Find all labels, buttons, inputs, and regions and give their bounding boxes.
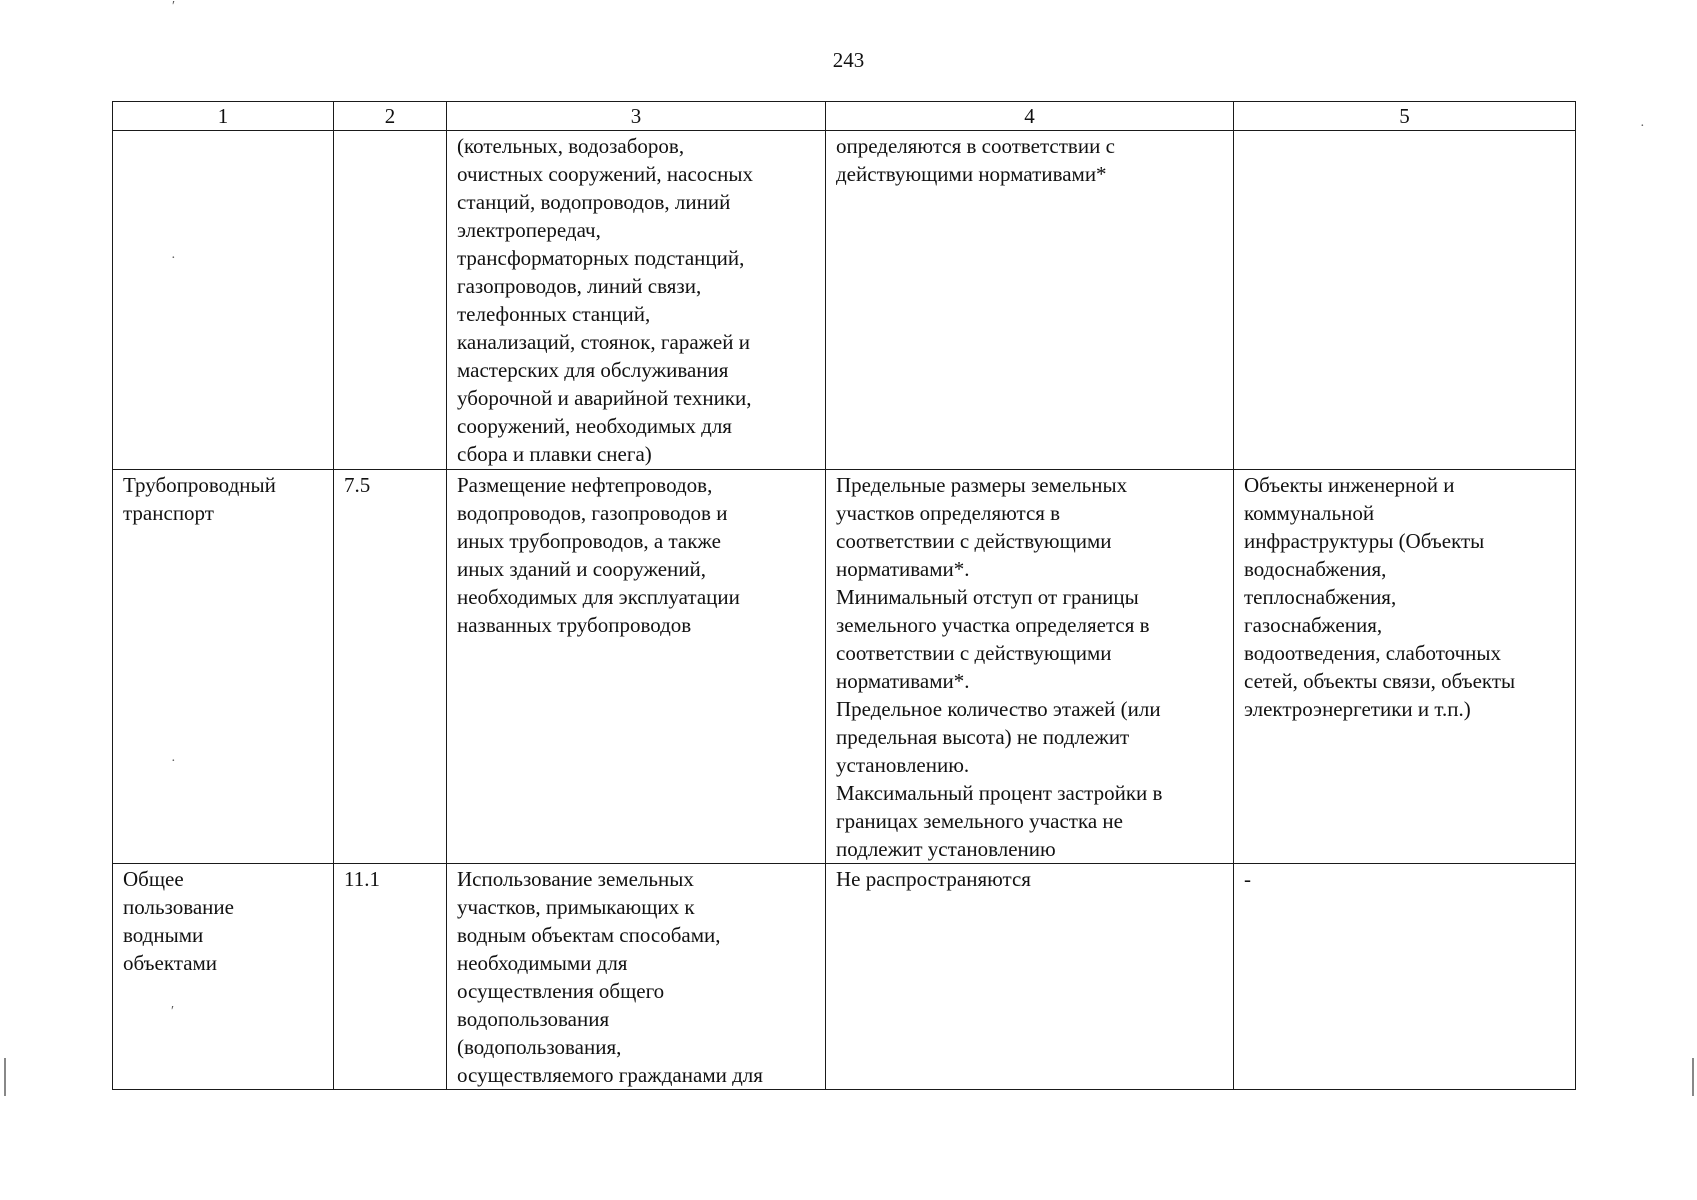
column-header-2: 2	[334, 102, 447, 131]
column-header-3: 3	[447, 102, 826, 131]
scan-edge-mark	[1692, 1058, 1694, 1096]
land-use-description-cell: (котельных, водозаборов, очистных сооружений, насосных станций, водопроводов, линий электропередач, трансформаторных подстанций, газопроводов, линий связи, телефонных станций, канализаций, стоянок, гаражей и мастерских для обслуживания уборочной и аварийной техники, сооружений, необходимых для сбора и плавки снега)	[447, 131, 826, 470]
table-row	[113, 470, 1576, 864]
land-use-objects-cell: Объекты инженерной и коммунальной инфраструктуры (Объекты водоснабжения, теплоснабжения, газоснабжения, водоотведения, слаботочных сетей, объекты связи, объекты электроэнергетики и т.п.)	[1234, 470, 1576, 864]
page-number: 243	[832, 48, 865, 72]
land-use-name-cell: Трубопроводный транспорт	[113, 470, 334, 864]
land-use-objects-cell: -	[1234, 864, 1576, 1090]
land-use-description-cell: Размещение нефтепроводов, водопроводов, газопроводов и иных трубопроводов, а также иных зданий и сооружений, необходимых для эксплуатации названных трубопроводов	[447, 470, 826, 864]
table-row	[113, 864, 1576, 1090]
column-header-1: 1	[113, 102, 334, 131]
land-use-name-cell: Общее пользование водными объектами	[113, 864, 334, 1090]
land-use-parameters-cell: определяются в соответствии с действующими нормативами*	[826, 131, 1234, 470]
land-use-name-cell	[113, 131, 334, 470]
scan-speck: ′	[172, 0, 176, 14]
scan-speck: ·	[1640, 119, 1645, 134]
table-row	[113, 131, 1576, 470]
land-use-code-cell	[334, 131, 447, 470]
table-header-row	[113, 102, 1576, 131]
land-use-parameters-cell: Предельные размеры земельных участков определяются в соответствии с действующими нормативами*. Минимальный отступ от границы земельного участка определяется в соответствии с действующими нормативами*. Предельное количество этажей (или предельная высота) не подлежит установлению. Максимальный процент застройки в границах земельного участка не подлежит установлению	[826, 470, 1234, 864]
scan-speck: ·	[171, 754, 176, 769]
scan-edge-mark	[4, 1058, 6, 1096]
land-use-parameters-cell: Не распространяются	[826, 864, 1234, 1090]
column-header-5: 5	[1234, 102, 1576, 131]
land-use-code-cell: 11.1	[334, 864, 447, 1090]
land-use-description-cell: Использование земельных участков, примыкающих к водным объектам способами, необходимыми для осуществления общего водопользования (водопользования, осуществляемого гражданами для	[447, 864, 826, 1090]
land-use-code-cell: 7.5	[334, 470, 447, 864]
land-use-table	[112, 101, 1576, 1090]
scan-speck: ·	[171, 251, 176, 266]
column-header-4: 4	[826, 102, 1234, 131]
scan-speck: ′	[171, 1004, 175, 1019]
land-use-objects-cell	[1234, 131, 1576, 470]
